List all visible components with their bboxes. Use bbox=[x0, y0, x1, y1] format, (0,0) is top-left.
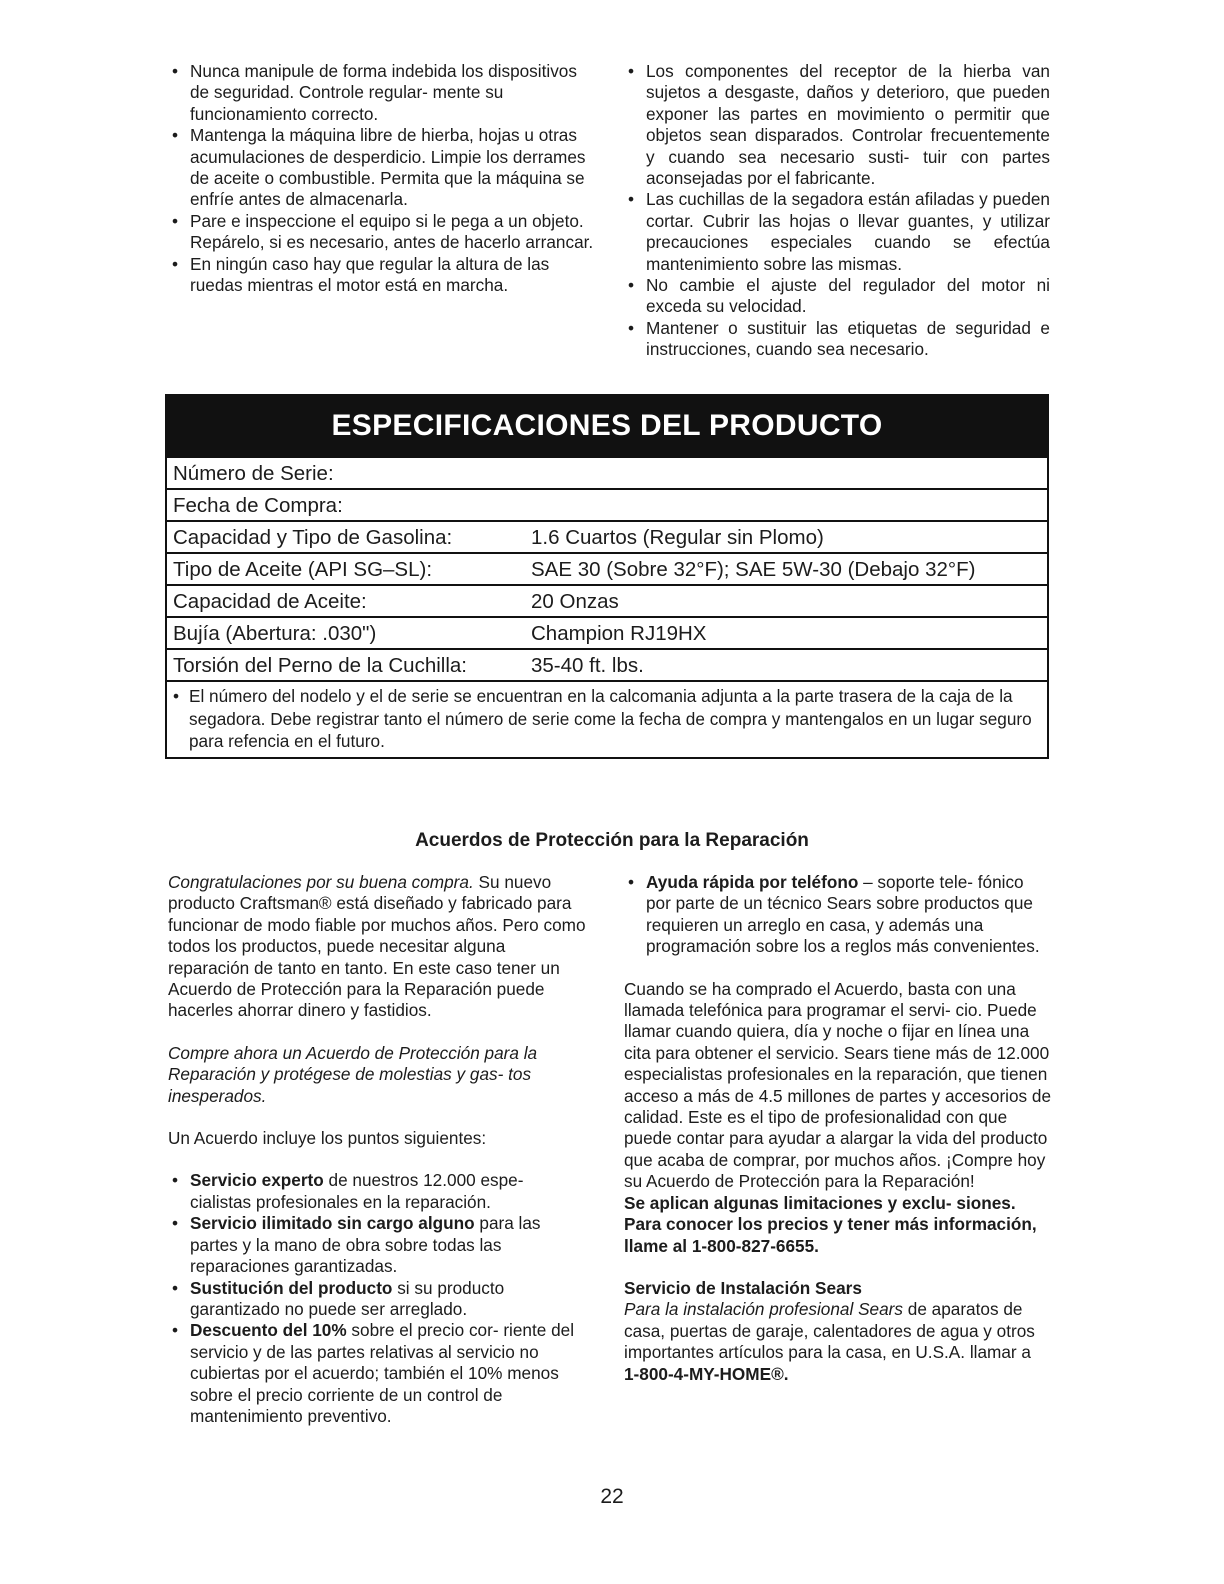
list-item bbox=[168, 1170, 588, 1213]
spec-value: Champion RJ19HX bbox=[531, 622, 707, 645]
install-italic: Para la instalación profesional Sears bbox=[624, 1299, 903, 1320]
intro-text: Su nuevo producto Craftsman® está diseñado y fabricado para funcionar de modo fiable por muchos años. Pero como todos los productos, puede necesitar alguna reparación de tanto en tanto. En este caso tener un Acuerdo de Protección para la Reparación puede hacerles ahorrar dinero y fastidios. bbox=[168, 872, 586, 1021]
list-item: • Las cuchillas de la segadora están afiladas y pueden cortar. Cubrir las hojas o llevar guantes, y utilizar precauciones especiales cuando se efectúa mantenimiento sobre las mismas. bbox=[624, 189, 1050, 275]
product-specifications-table bbox=[165, 394, 1049, 759]
spec-value: 1.6 Cuartos (Regular sin Plomo) bbox=[531, 526, 824, 549]
intro-paragraph bbox=[168, 872, 588, 1022]
top-right-column bbox=[624, 61, 1050, 361]
spec-label: Número de Serie: bbox=[173, 462, 334, 485]
spec-label: Capacidad y Tipo de Gasolina: bbox=[173, 526, 453, 549]
install-paragraph bbox=[624, 1299, 1052, 1385]
includes-text: Un Acuerdo incluye los puntos siguientes: bbox=[168, 1128, 487, 1149]
spec-label: Bujía (Abertura: .030") bbox=[173, 622, 377, 645]
spec-label: Capacidad de Aceite: bbox=[173, 590, 367, 613]
bullet-text: – soporte tele- fónico por parte de un técnico Sears sobre productos que requieren un arreglo en casa, y además una programación sobre los a reglos más convenientes. bbox=[646, 872, 1040, 957]
bullet-bold: Servicio ilimitado sin cargo alguno bbox=[190, 1213, 475, 1234]
limitations-paragraph: Se aplican algunas limitaciones y exclu- siones. Para conocer los precios y tener más información, llame al 1-800-827-6655. bbox=[624, 1192, 1037, 1256]
section-title: Acuerdos de Protección para la Reparación bbox=[415, 830, 809, 851]
spec-value: SAE 30 (Sobre 32°F); SAE 5W-30 (Debajo 32°F) bbox=[531, 558, 976, 581]
install-heading: Servicio de Instalación Sears bbox=[624, 1277, 862, 1298]
spec-value bbox=[531, 490, 1047, 520]
spec-row-purchase-date bbox=[167, 488, 1047, 520]
spec-row-oil-type bbox=[167, 552, 1047, 584]
bottom-left-column bbox=[168, 872, 588, 1427]
list-item: • Mantenga la máquina libre de hierba, hojas u otras acumulaciones de desperdicio. Limpie los derrames de aceite o combustible. Permita que la máquina se enfríe antes de almacenarla. bbox=[168, 125, 594, 211]
spec-row-spark-plug bbox=[167, 616, 1047, 648]
intro-italic: Congratulaciones por su buena compra. bbox=[168, 872, 474, 892]
spec-value bbox=[531, 458, 1047, 488]
install-phone: 1-800-4-MY-HOME®. bbox=[624, 1363, 789, 1384]
bullet-text: si su producto garantizado no puede ser arreglado. bbox=[190, 1277, 505, 1319]
spec-row-fuel bbox=[167, 520, 1047, 552]
list-item bbox=[168, 1278, 588, 1321]
spec-value: 35-40 ft. lbs. bbox=[531, 654, 644, 677]
bullet-text: sobre el precio cor- riente del servicio y de las partes relativas al servicio no cubiertas por el acuerdo; también el 10% menos sobre el precio corriente de un control de mantenimiento preventivo. bbox=[190, 1320, 575, 1426]
spec-row-serial bbox=[167, 456, 1047, 488]
spec-label: Fecha de Compra: bbox=[173, 494, 343, 517]
list-item bbox=[624, 872, 1052, 958]
list-item bbox=[168, 1213, 588, 1277]
list-item: • No cambie el ajuste del regulador del motor ni exceda su velocidad. bbox=[624, 275, 1050, 318]
spec-label: Tipo de Aceite (API SG–SL): bbox=[173, 558, 433, 581]
spec-value: 20 Onzas bbox=[531, 590, 619, 613]
spec-note-text: • El número del nodelo y el de serie se encuentran en la calcomania adjunta a la parte trasera de la caja de la segadora. Debe registrar tanto el número de serie come la fecha de compra y mantengalos en un lugar seguro para refencia en el futuro. bbox=[171, 685, 1039, 753]
bullet-text: de nuestros 12.000 espe- cialistas profesionales en la reparación. bbox=[190, 1170, 524, 1212]
list-item: • Mantener o sustituir las etiquetas de seguridad e instrucciones, cuando sea necesario. bbox=[624, 318, 1050, 361]
italic-paragraph: Compre ahora un Acuerdo de Protección para la Reparación y protégese de molestias y gas- tos inesperados. bbox=[168, 1042, 538, 1106]
list-item: • Los componentes del receptor de la hierba van sujetos a desgaste, daños y deterioro, que pueden exponer las partes en movimiento o permitir que objetos sean disparados. Controlar frecuentemente y cuando sea necesario susti- tuir con partes aconsejadas por el fabricante. bbox=[624, 61, 1050, 189]
bullet-bold: Ayuda rápida por teléfono bbox=[646, 872, 859, 892]
spec-label: Torsión del Perno de la Cuchilla: bbox=[173, 654, 467, 677]
list-item: • En ningún caso hay que regular la altura de las ruedas mientras el motor está en marcha. bbox=[168, 254, 594, 297]
top-left-column bbox=[168, 61, 594, 296]
list-item bbox=[168, 1320, 588, 1427]
spec-row-blade-torque bbox=[167, 648, 1047, 680]
specifications-title: ESPECIFICACIONES DEL PRODUCTO bbox=[167, 396, 1047, 456]
bottom-right-column bbox=[624, 872, 1052, 1385]
spec-note bbox=[167, 680, 1047, 757]
bullet-bold: Servicio experto bbox=[190, 1170, 324, 1191]
install-text: de aparatos de casa, puertas de garaje, calentadores de agua y otros importantes artículos para la casa, en U.S.A. llamar a bbox=[624, 1299, 1035, 1363]
spec-row-oil-capacity bbox=[167, 584, 1047, 616]
bullet-bold: Descuento del 10% bbox=[190, 1320, 347, 1341]
list-item: • Nunca manipule de forma indebida los dispositivos de seguridad. Controle regular- mente su funcionamiento correcto. bbox=[168, 61, 594, 125]
page-number: 22 bbox=[600, 1485, 624, 1508]
service-paragraph: Cuando se ha comprado el Acuerdo, basta con una llamada telefónica para programar el servi- cio. Puede llamar cuando quiera, día y noche o fijar en línea una cita para obtener el servicio. Sears tiene más de 12.000 especialistas profesionales en la reparación, que tienen acceso a más de 4.5 millones de partes y accesorios de calidad. Este es el tipo de profesionalidad con que puede contar para ayudar a alargar la vida del producto que acaba de comprar, por muchos años. ¡Compre hoy su Acuerdo de Protección para la Reparación! bbox=[624, 978, 1052, 1192]
list-item: • Pare e inspeccione el equipo si le pega a un objeto. Repárelo, si es necesario, antes de hacerlo arrancar. bbox=[168, 211, 594, 254]
bullet-bold: Sustitución del producto bbox=[190, 1277, 393, 1298]
bullet-text: para las partes y la mano de obra sobre todas las reparaciones garantizadas. bbox=[190, 1213, 541, 1277]
